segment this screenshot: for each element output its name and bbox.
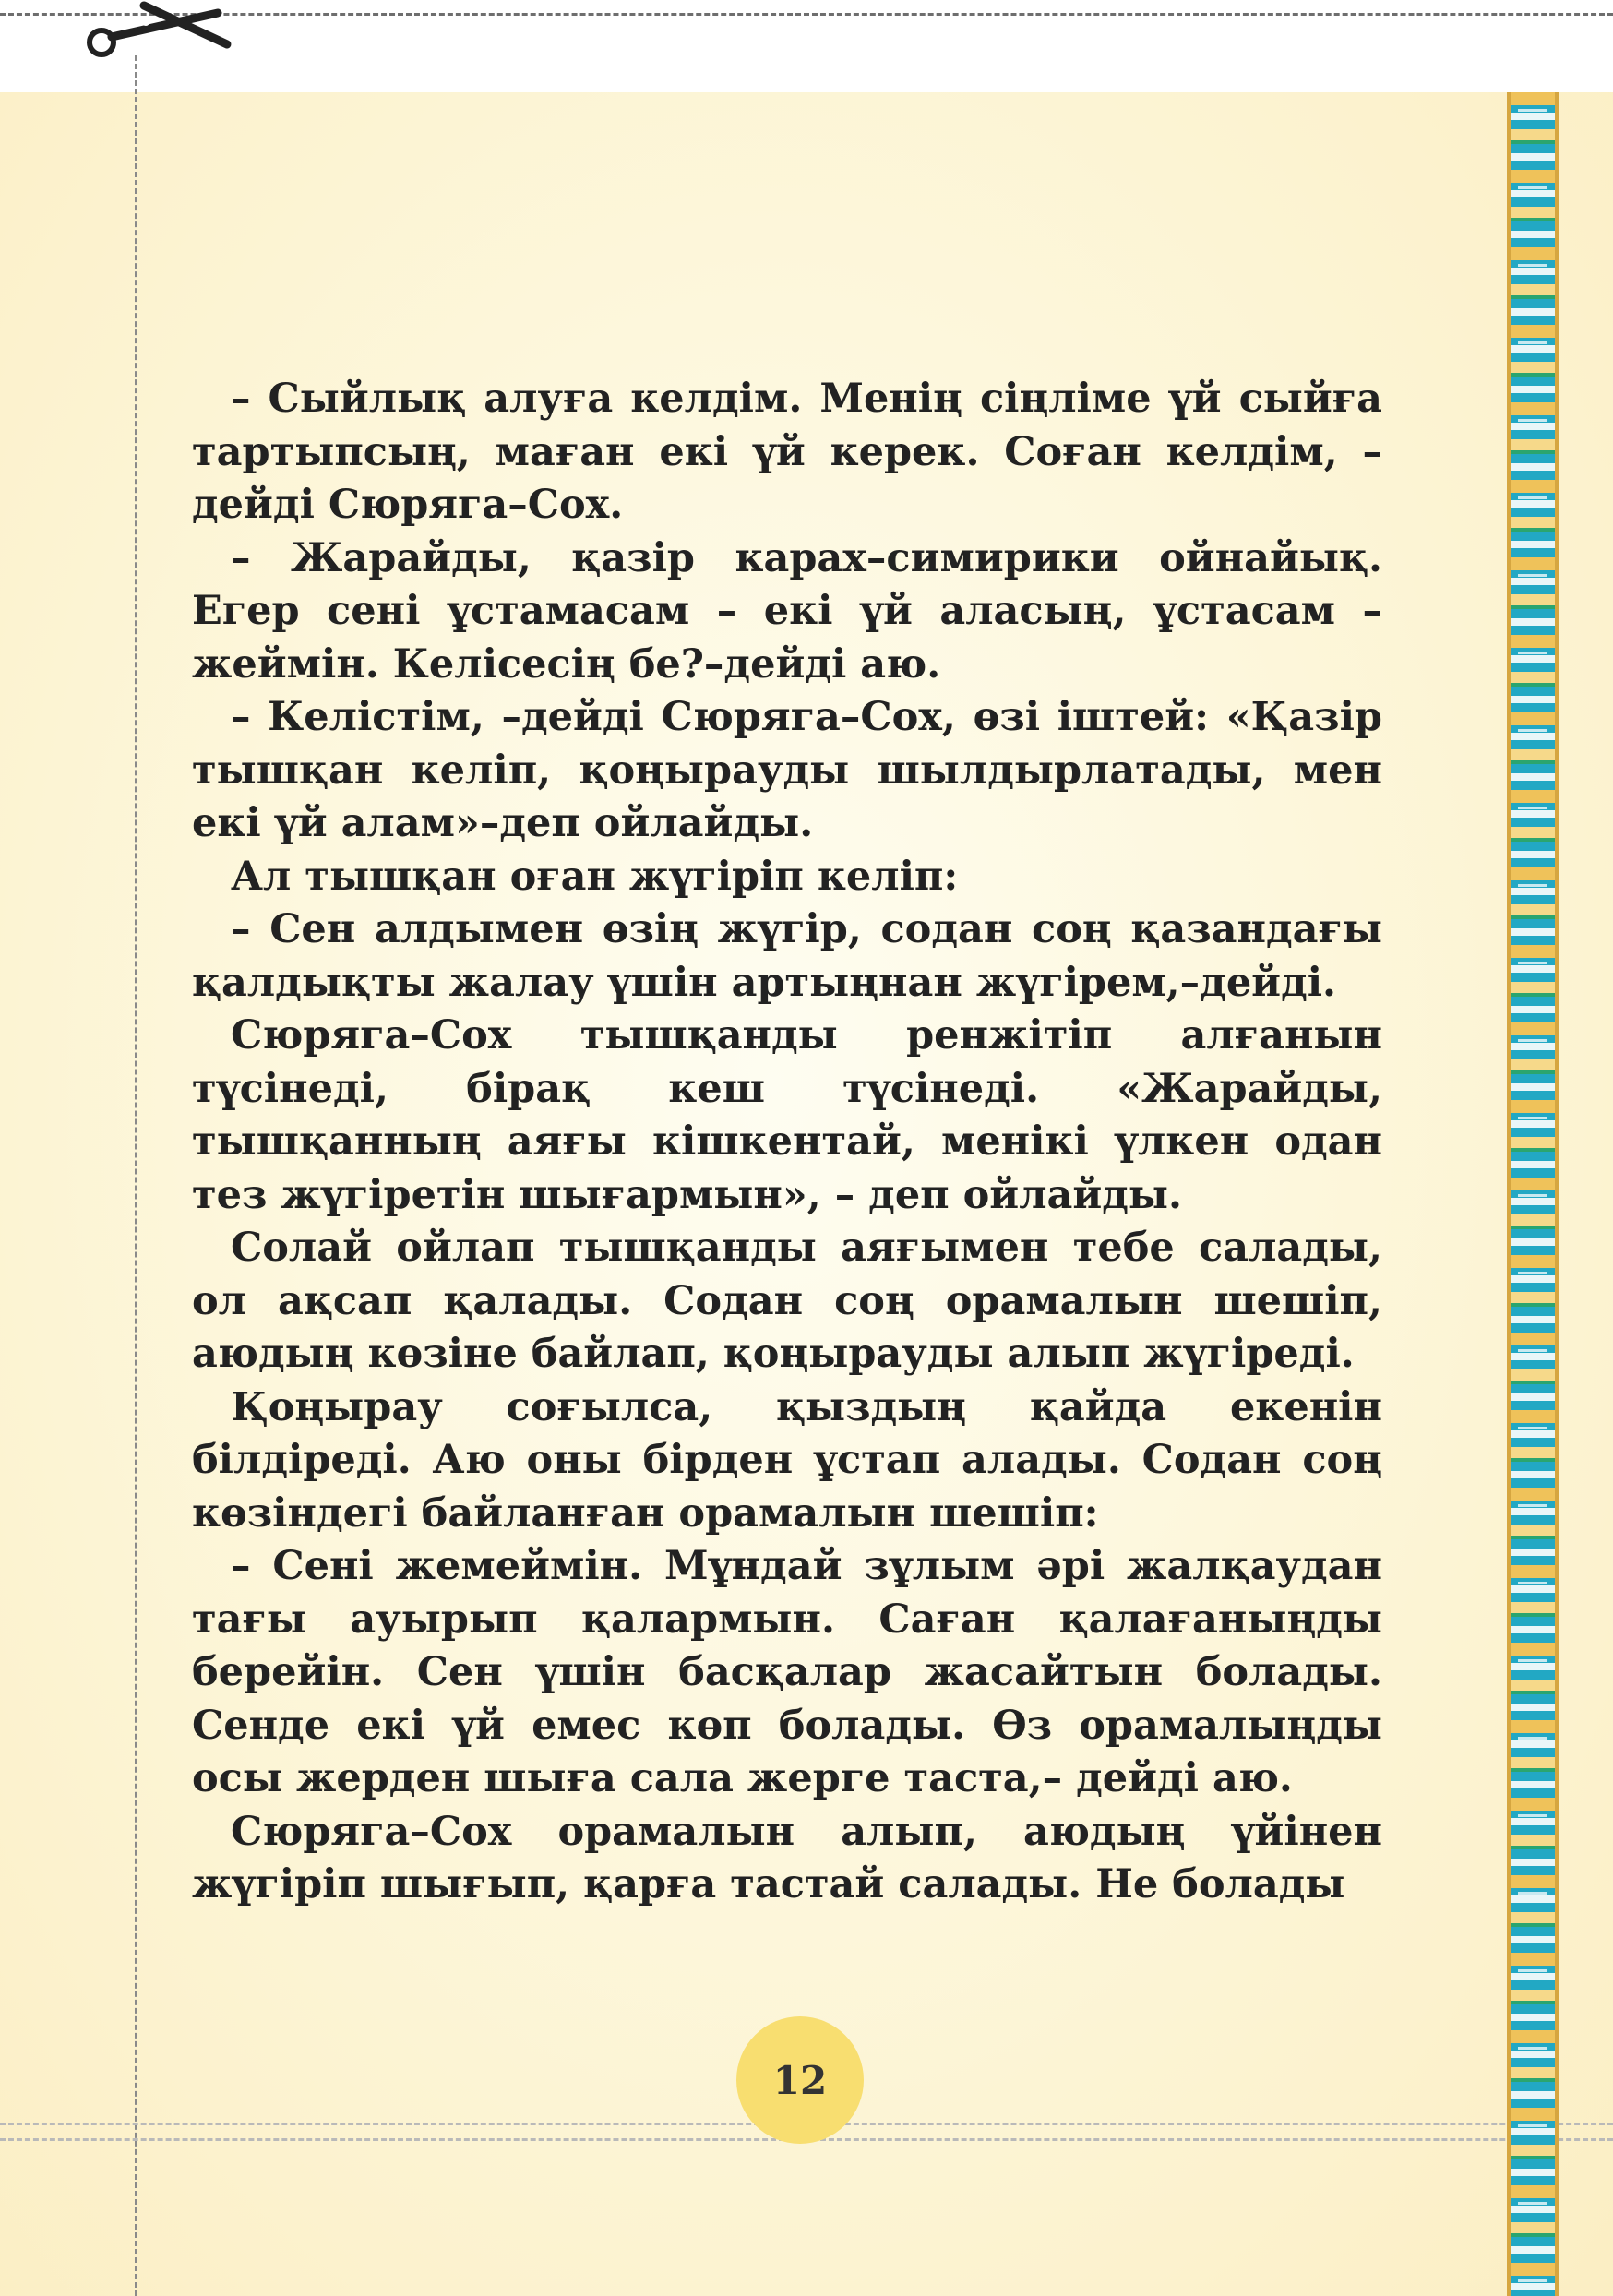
scissors-icon: [79, 0, 236, 65]
paragraph: – Сен алдымен өзің жүгір, содан соң қазандағы қалдықты жалау үшін артыңнан жүгірем,–дейді.: [192, 906, 1382, 1006]
story-text: [192, 373, 1382, 1912]
paragraph: – Келістім, –дейді Сюряга–Сох, өзі іштей: «Қазір тышқан келіп, қоңырауды шылдырлатады, мен екі үй алам»–деп ойлайды.: [192, 694, 1382, 846]
cut-line-top: [0, 13, 1613, 16]
paragraph: Ал тышқан оған жүгіріп келіп:: [231, 853, 959, 900]
paragraph: – Жарайды, қазір карах–симирики ойнайық. Егер сені ұстамасам – екі үй аласың, ұстасам – жеймін. Келісесің бе?–дейді аю.: [192, 534, 1382, 688]
cut-line-left: [135, 55, 137, 2296]
paragraph: Сюряга–Сох тышқанды ренжітіп алғанын түсінеді, бірақ кеш түсінеді. «Жарайды, тышқанның аяғы кішкентай, менікі үлкен одан тез жүгіретін шығармын», – деп ойлайды.: [192, 1012, 1382, 1218]
paragraph: Қоңырау соғылса, қыздың қайда екенін білдіреді. Аю оны бірден ұстап алады. Содан соң көзіндегі байланған орамалын шешіп:: [192, 1383, 1382, 1537]
paragraph: – Сыйлық алуға келдім. Менің сіңліме үй сыйға тартыпсың, маған екі үй керек. Соған келдім, – дейді Сюряга–Сох.: [192, 376, 1382, 528]
paragraph: Солай ойлап тышқанды аяғымен тебе салады, ол ақсап қалады. Содан соң орамалын шешіп, аюдың көзіне байлап, қоңырауды алып жүгіреді.: [192, 1225, 1382, 1377]
page-number: 12: [736, 2016, 864, 2144]
ornament-border-pattern: [1518, 92, 1547, 2296]
paragraph: Сюряга–Сох орамалын алып, аюдың үйінен жүгіріп шығып, қарға тастай салады. Не болады: [192, 1808, 1382, 1907]
paragraph: – Сені жемеймін. Мұндай зұлым әрі жалқаудан тағы ауырып қалармын. Саған қалағаныңды берейін. Сен үшін басқалар жасайтын болады. Сенде екі үй емес көп болады. Өз орамалыңды осы жерден шыға сала жерге таста,– дейді аю.: [192, 1543, 1382, 1801]
